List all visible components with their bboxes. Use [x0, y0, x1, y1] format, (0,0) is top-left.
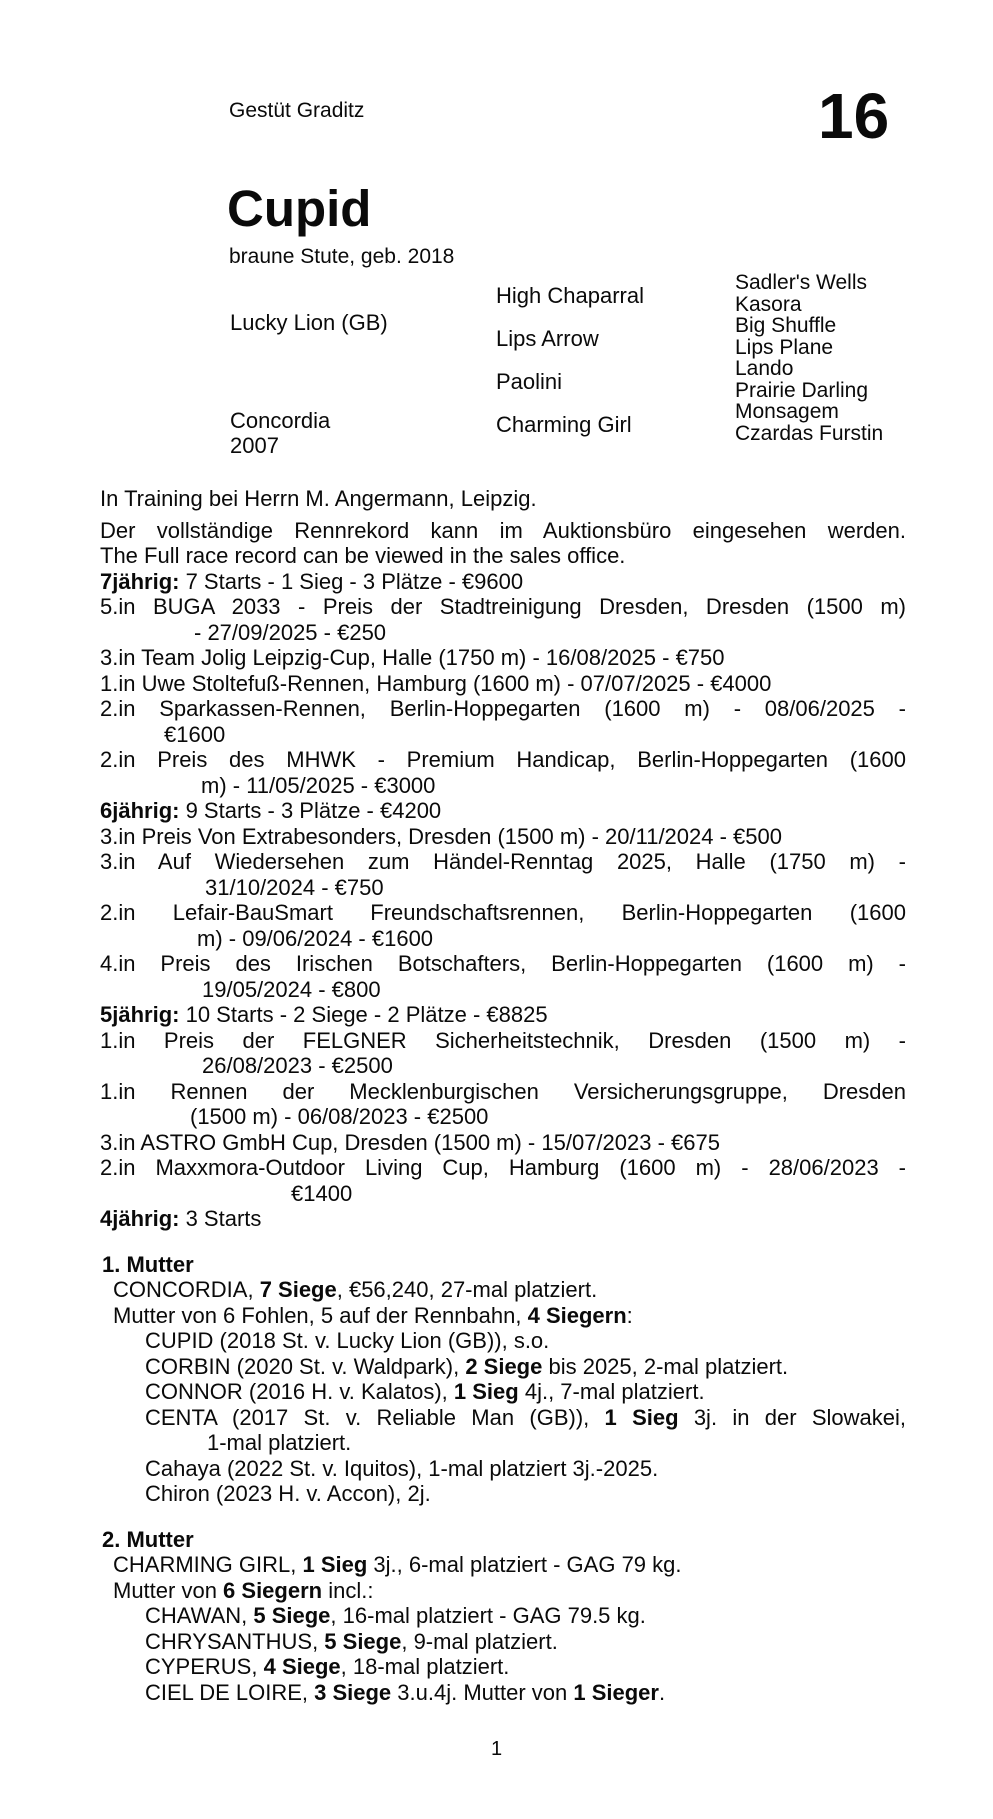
race-record-section [100, 486, 906, 1705]
pedigree-great-grandparent: Prairie Darling [735, 378, 869, 402]
race-entry-line: 3.in Team Jolig Leipzig-Cup, Halle (1750 m) - 16/08/2025 - €750 [100, 645, 725, 670]
pedigree-great-grandparent: Lips Plane [735, 335, 834, 359]
race-entry-line: €1400 [291, 1180, 353, 1206]
race-entry-line: 1.in Rennen der Mecklenburgischen Versicherungsgruppe, Dresden [100, 1078, 906, 1104]
horse-description: braune Stute, geb. 2018 [229, 245, 455, 268]
race-entry-line: 3.in ASTRO GmbH Cup, Dresden (1500 m) - 15/07/2023 - €675 [100, 1129, 720, 1155]
race-entry-line: m) - 09/06/2024 - €1600 [197, 925, 434, 951]
race-entry-line: 5.in BUGA 2033 - Preis der Stadtreinigung Dresden, Dresden (1500 m) [100, 594, 906, 619]
pedigree-grandparent: Charming Girl [496, 412, 632, 437]
record-note-de: Der vollständige Rennrekord kann im Auktionsbüro eingesehen werden. [100, 517, 906, 543]
lot-number: 16 [818, 80, 890, 152]
race-entry-line: - 27/09/2025 - €250 [194, 619, 387, 645]
pedigree-dam: Concordia [230, 408, 331, 433]
dam-line: CORBIN (2020 St. v. Waldpark), 2 Siege bis 2025, 2-mal platziert. [145, 1353, 789, 1379]
dam-line: CONCORDIA, 7 Siege, €56,240, 27-mal platziert. [113, 1277, 598, 1302]
race-entry-line: 2.in Sparkassen-Rennen, Berlin-Hoppegarten (1600 m) - 08/06/2025 - [100, 696, 906, 721]
race-entry-line: m) - 11/05/2025 - €3000 [201, 772, 436, 798]
training-note: In Training bei Herrn M. Angermann, Leipzig. [100, 486, 537, 511]
dam-line: Mutter von 6 Fohlen, 5 auf der Rennbahn, 4 Siegern: [113, 1302, 633, 1328]
dam-line: 1-mal platziert. [207, 1430, 352, 1455]
race-entry-line: 1.in Preis der FELGNER Sicherheitstechnik, Dresden (1500 m) - [100, 1027, 906, 1053]
dam-line: CIEL DE LOIRE, 3 Siege 3.u.4j. Mutter von 1 Sieger. [145, 1679, 666, 1705]
pedigree-great-grandparent: Lando [735, 357, 794, 380]
pedigree-great-grandparent: Czardas Furstin [735, 421, 884, 445]
race-entry-line: 2.in Lefair-BauSmart Freundschaftsrennen, Berlin-Hoppegarten (1600 [100, 900, 906, 925]
race-entry-line: 3.in Auf Wiedersehen zum Händel-Renntag 2025, Halle (1750 m) - [100, 849, 906, 874]
dam-line: CUPID (2018 St. v. Lucky Lion (GB)), s.o. [145, 1328, 550, 1353]
dam-line: Mutter von 6 Siegern incl.: [113, 1577, 374, 1603]
season-summary: 4jährig: 3 Starts [100, 1206, 262, 1231]
dam-line: CHRYSANTHUS, 5 Siege, 9-mal platziert. [145, 1628, 558, 1654]
race-entry-line: 26/08/2023 - €2500 [202, 1053, 393, 1078]
pedigree-sire: Lucky Lion (GB) [230, 310, 388, 335]
race-entry-line: (1500 m) - 06/08/2023 - €2500 [190, 1104, 489, 1129]
race-entry-line: 4.in Preis des Irischen Botschafters, Berlin-Hoppegarten (1600 m) - [100, 951, 906, 976]
dam-line: Chiron (2023 H. v. Accon), 2j. [145, 1481, 431, 1506]
season-summary: 5jährig: 10 Starts - 2 Siege - 2 Plätze - €8825 [100, 1002, 548, 1027]
dam-line: CONNOR (2016 H. v. Kalatos), 1 Sieg 4j., 7-mal platziert. [145, 1379, 705, 1404]
dam-line: CYPERUS, 4 Siege, 18-mal platziert. [145, 1654, 510, 1679]
pedigree-grandparent: Lips Arrow [496, 326, 599, 351]
pedigree-dam-year: 2007 [230, 433, 279, 458]
pedigree-great-grandparent: Kasora [735, 292, 802, 316]
dam-line: CHAWAN, 5 Siege, 16-mal platziert - GAG 79.5 kg. [145, 1603, 646, 1628]
race-entry-line: 19/05/2024 - €800 [202, 976, 381, 1002]
race-entry-line: 3.in Preis Von Extrabesonders, Dresden (1500 m) - 20/11/2024 - €500 [100, 823, 782, 849]
race-entry-line: €1600 [164, 721, 226, 747]
race-entry-line: 2.in Preis des MHWK - Premium Handicap, Berlin-Hoppegarten (1600 [100, 747, 906, 772]
stud-name: Gestüt Graditz [229, 99, 365, 122]
race-entry-line: 2.in Maxxmora-Outdoor Living Cup, Hamburg (1600 m) - 28/06/2023 - [100, 1155, 906, 1180]
record-note-en: The Full race record can be viewed in the sales office. [100, 543, 626, 568]
pedigree-great-grandparent: Sadler's Wells [735, 271, 867, 294]
pedigree-grandparent: Paolini [496, 369, 563, 394]
race-entry-line: 31/10/2024 - €750 [205, 874, 384, 900]
page-number: 1 [490, 1738, 503, 1760]
pedigree-grandparent: High Chaparral [496, 283, 644, 308]
horse-name: Cupid [227, 180, 372, 237]
season-summary: 6jährig: 9 Starts - 3 Plätze - €4200 [100, 798, 442, 823]
pedigree-great-grandparent: Monsagem [735, 400, 839, 423]
race-entry-line: 1.in Uwe Stoltefuß-Rennen, Hamburg (1600 m) - 07/07/2025 - €4000 [100, 670, 772, 696]
dam-line: Cahaya (2022 St. v. Iquitos), 1-mal platziert 3j.-2025. [145, 1455, 659, 1481]
dam-heading: 2. Mutter [102, 1526, 194, 1552]
season-summary: 7jährig: 7 Starts - 1 Sieg - 3 Plätze - €9600 [100, 568, 524, 594]
pedigree-great-grandparent: Big Shuffle [735, 314, 837, 337]
dam-line: CENTA (2017 St. v. Reliable Man (GB)), 1 Sieg 3j. in der Slowakei, [145, 1404, 906, 1430]
dam-line: CHARMING GIRL, 1 Sieg 3j., 6-mal platziert - GAG 79 kg. [113, 1552, 682, 1577]
dam-heading: 1. Mutter [102, 1251, 194, 1277]
